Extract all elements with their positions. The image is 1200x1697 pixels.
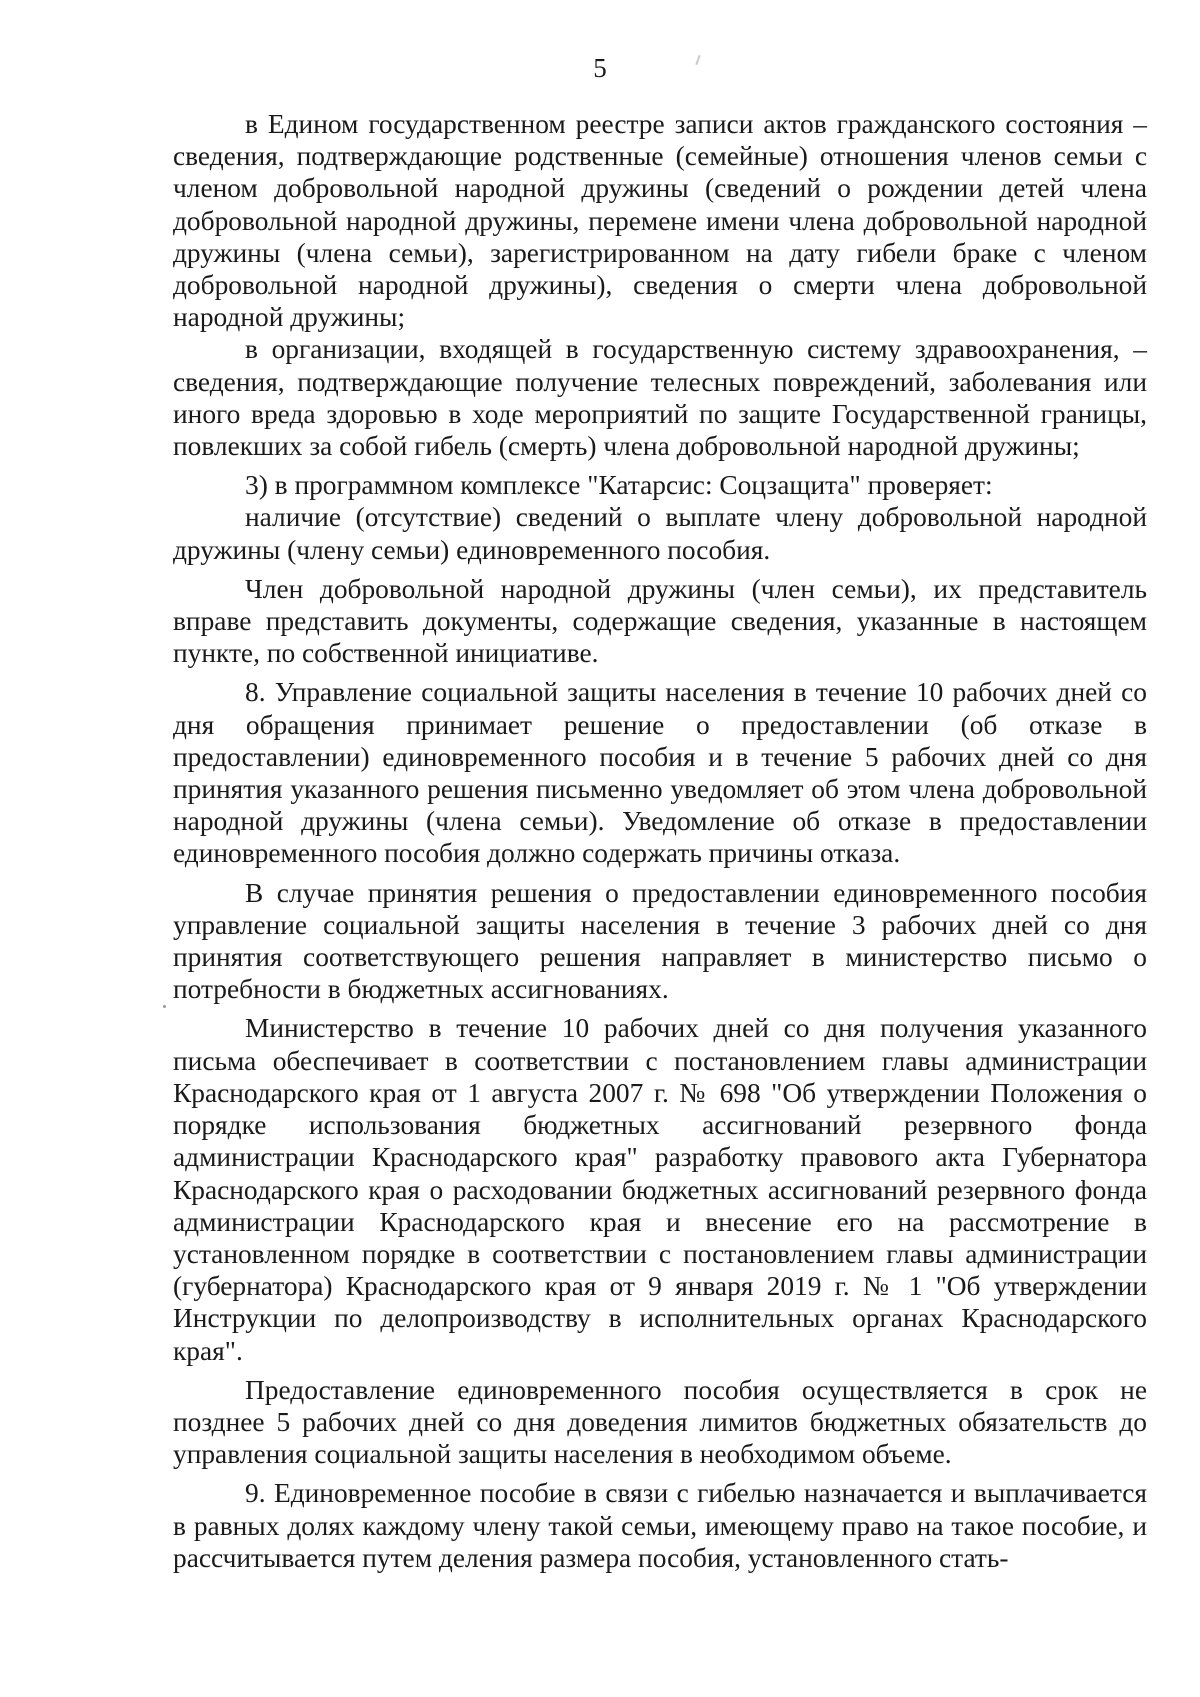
paragraph-payment-deadline: Предоставление единовременного пособия осуществляется в срок не позднее 5 рабочих дней со дня доведения лимитов бюджетных обязательств до управления социальной защиты населения в необходимом объеме.: [173, 1374, 1147, 1470]
paragraph-payment-check: наличие (отсутствие) сведений о выплате члену добровольной народной дружины (члену семьи) единовременного пособия.: [173, 502, 1147, 565]
paragraph-ministry-actions: Министерство в течение 10 рабочих дней со дня получения указанного письма обеспечивает в соответствии с постановлением главы администрации Краснодарского края от 1 августа 2007 г. № 698 "Об утверждении Положения о порядке использования бюджетных ассигнований резервного фонда администрации Краснодарского края" разработку правового акта Губернатора Краснодарского края о расходовании бюджетных ассигнований резервного фонда администрации Краснодарского края и внесение его на рассмотрение в установленном порядке в соответствии с постановлением главы администрации (губернатора) Краснодарского края от 9 января 2019 г. № 1 "Об утверждении Инструкции по делопроизводству в исполнительных органах Краснодарского края".: [173, 1013, 1147, 1366]
page-number: 5: [593, 53, 607, 83]
paragraph-healthcare-info: в организации, входящей в государственную систему здравоохранения, – сведения, подтверждающие получение телесных повреждений, заболевания или иного вреда здоровью в ходе мероприятий по защите Государственной границы, повлекших за собой гибель (смерть) члена добровольной народной дружины;: [173, 334, 1147, 462]
paragraph-item-8: 8. Управление социальной защиты населения в течение 10 рабочих дней со дня обращения принимает решение о предоставлении (об отказе в предоставлении) единовременного пособия и в течение 5 рабочих дней со дня принятия указанного решения письменно уведомляет об этом члена добровольной народной дружины (члена семьи). Уведомление об отказе в предоставлении единовременного пособия должно содержать причины отказа.: [173, 677, 1147, 869]
scan-artifact-dot: [163, 1005, 166, 1008]
paragraph-item-9: 9. Единовременное пособие в связи с гибелью назначается и выплачивается в равных долях каждому члену такой семьи, имеющему право на такое пособие, и рассчитывается путем деления размера пособия, установленного стать-: [173, 1478, 1147, 1573]
paragraph-own-initiative: Член добровольной народной дружины (член семьи), их представитель вправе представить документы, содержащие сведения, указанные в настоящем пункте, по собственной инициативе.: [173, 573, 1147, 669]
paragraph-budget-request: В случае принятия решения о предоставлении единовременного пособия управление социальной защиты населения в течение 3 рабочих дней со дня принятия соответствующего решения направляет в министерство письмо о потребности в бюджетных ассигнованиях.: [173, 877, 1147, 1005]
paragraph-registry-info: в Едином государственном реестре записи актов гражданского состояния – сведения, подтверждающие родственные (семейные) отношения членов семьи с членом добровольной народной дружины (сведений о рождении детей члена добровольной народной дружины, перемене имени члена добровольной народной дружины (члена семьи), зарегистрированном на дату гибели браке с членом добровольной народной дружины), сведения о смерти члена добровольной народной дружины;: [173, 109, 1147, 333]
paragraph-katarsis-check: 3) в программном комплексе "Катарсис: Соцзащита" проверяет:: [245, 470, 993, 501]
document-body: [173, 108, 1147, 1574]
